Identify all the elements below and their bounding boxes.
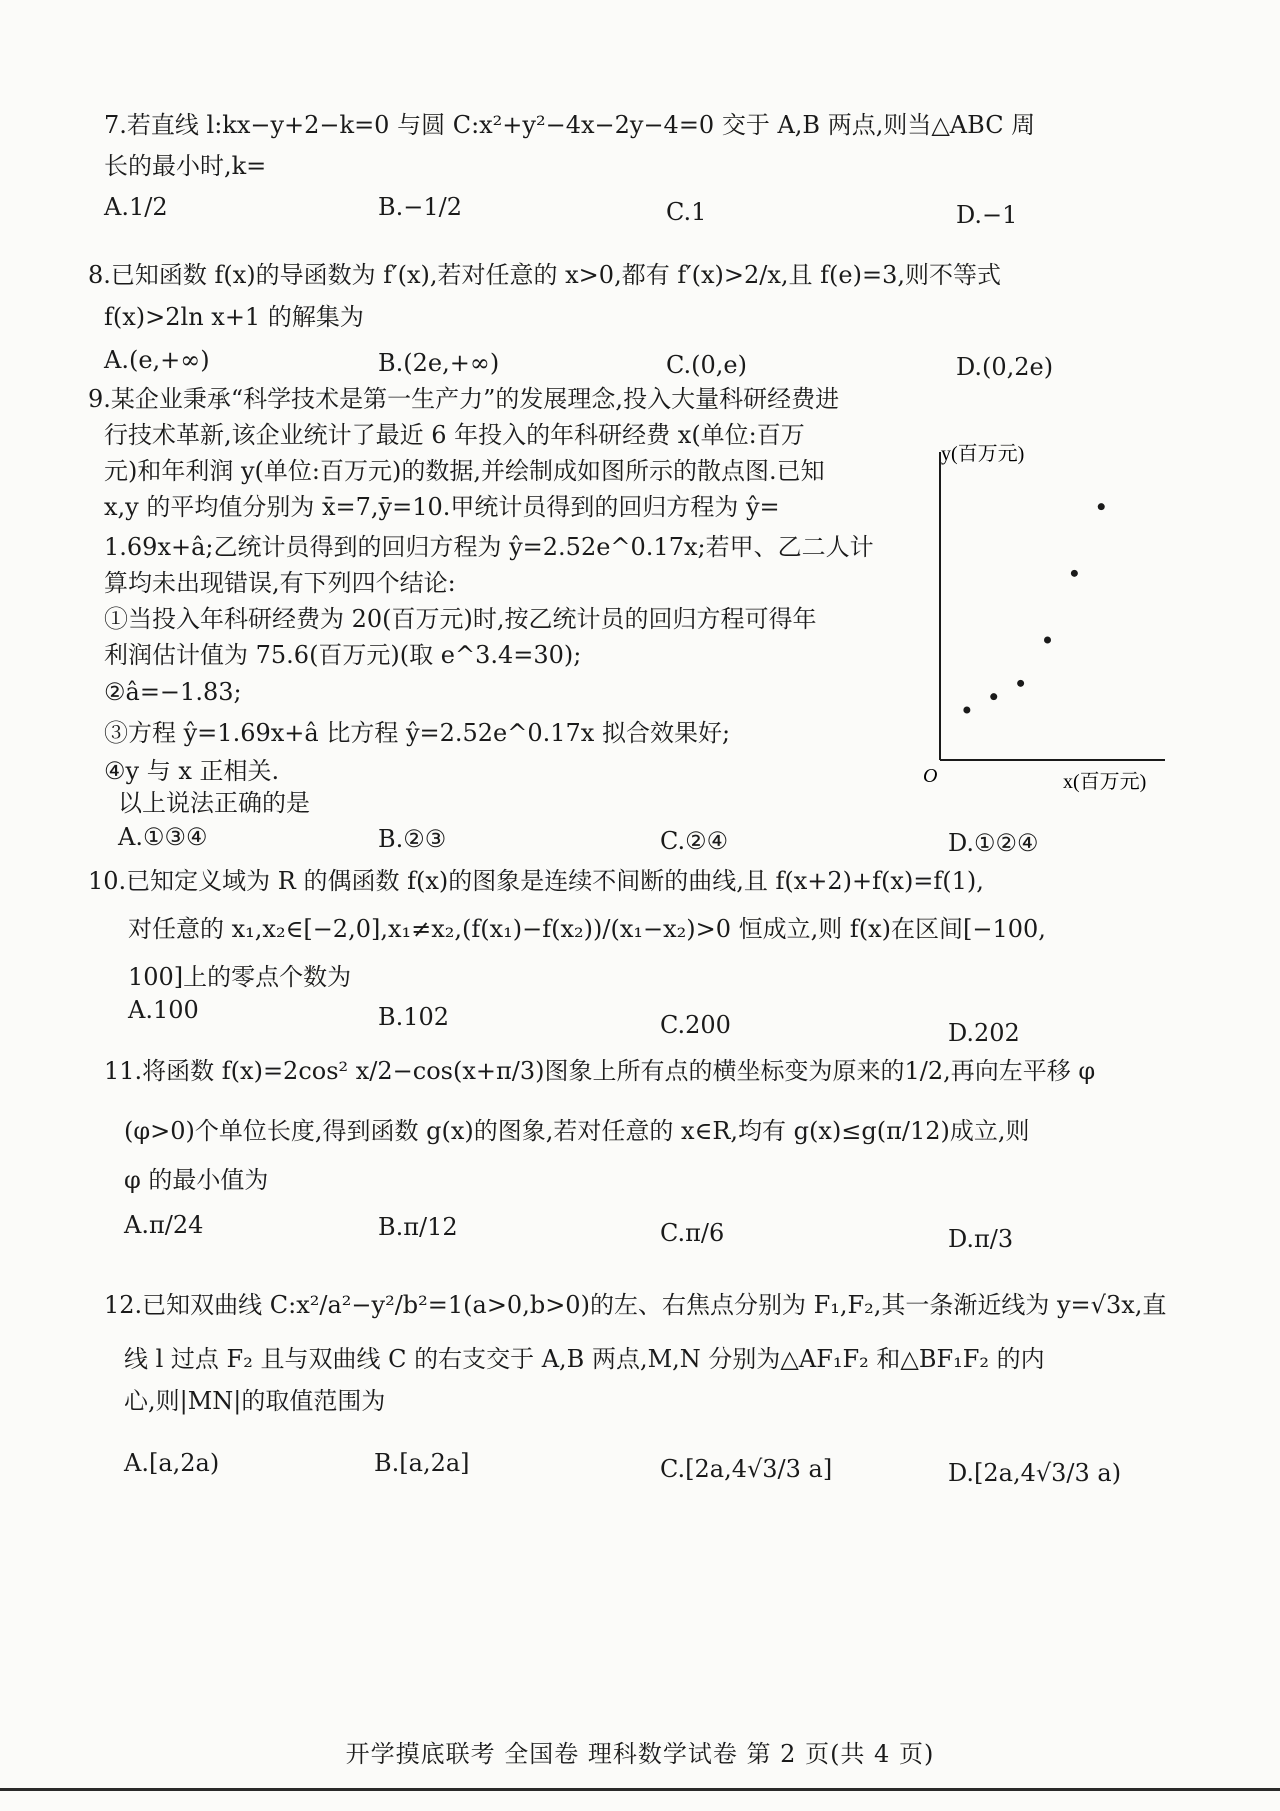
q9-line-7: ①当投入年科研经费为 20(百万元)时,按乙统计员的回归方程可得年 (104, 605, 817, 633)
scatter-point-6 (1098, 503, 1105, 510)
scatter-point-2 (990, 693, 997, 700)
page-footer: 开学摸底联考 全国卷 理科数学试卷 第 2 页(共 4 页) (345, 1740, 935, 1768)
q9-line-8: 利润估计值为 75.6(百万元)(取 e^3.4=30); (104, 641, 582, 669)
q12-option-a: A.[a,2a) (124, 1449, 220, 1477)
q8-line-2: f(x)>2ln x+1 的解集为 (104, 303, 364, 331)
q7-option-b: B.−1/2 (378, 193, 462, 221)
q9-line-2: 行技术革新,该企业统计了最近 6 年投入的年科研经费 x(单位:百万 (104, 421, 805, 449)
q7-option-a: A.1/2 (104, 193, 168, 221)
q11-option-d: D.π/3 (948, 1225, 1014, 1253)
q12-line-3: 心,则|MN|的取值范围为 (124, 1387, 386, 1415)
x-axis-label: x(百万元) (1063, 771, 1147, 793)
q8-line-1: 8.已知函数 f(x)的导函数为 f′(x),若对任意的 x>0,都有 f′(x)>2/x,且 f(e)=3,则不等式 (88, 261, 1001, 289)
q9-option-a: A.①③④ (118, 823, 208, 851)
q8-option-a: A.(e,+∞) (104, 346, 210, 374)
q11-option-c: C.π/6 (660, 1219, 725, 1247)
q9-line-11: ④y 与 x 正相关. (104, 757, 280, 785)
q11-line-1: 11.将函数 f(x)=2cos² x/2−cos(x+π/3)图象上所有点的横坐标变为原来的1/2,再向左平移 φ (104, 1057, 1096, 1085)
scatter-point-4 (1044, 637, 1051, 644)
q7-option-d: D.−1 (956, 201, 1018, 229)
scatter-point-5 (1071, 570, 1078, 577)
q10-option-c: C.200 (660, 1011, 731, 1039)
q9-line-12: 以上说法正确的是 (118, 789, 310, 817)
q12-line-2: 线 l 过点 F₂ 且与双曲线 C 的右支交于 A,B 两点,M,N 分别为△AF₁F₂ 和△BF₁F₂ 的内 (124, 1345, 1045, 1373)
q12-option-c: C.[2a,4√3/3 a] (660, 1455, 833, 1483)
q10-option-b: B.102 (378, 1003, 450, 1031)
q10-option-a: A.100 (128, 996, 199, 1024)
q9-option-d: D.①②④ (948, 829, 1039, 857)
q9-line-9: ②â=−1.83; (104, 678, 242, 706)
q11-option-a: A.π/24 (124, 1211, 204, 1239)
q9-line-4: x,y 的平均值分别为 x̄=7,ȳ=10.甲统计员得到的回归方程为 ŷ= (104, 493, 780, 521)
q9-line-1: 9.某企业秉承“科学技术是第一生产力”的发展理念,投入大量科研经费进 (88, 385, 840, 413)
scatter-point-1 (963, 707, 970, 714)
origin-label: O (923, 765, 938, 787)
q9-line-3: 元)和年利润 y(单位:百万元)的数据,并绘制成如图所示的散点图.已知 (104, 457, 825, 485)
q12-line-1: 12.已知双曲线 C:x²/a²−y²/b²=1(a>0,b>0)的左、右焦点分别为 F₁,F₂,其一条渐近线为 y=√3x,直 (104, 1291, 1167, 1319)
q7-option-c: C.1 (666, 198, 707, 226)
q8-option-c: C.(0,e) (666, 351, 747, 379)
q10-option-d: D.202 (948, 1019, 1020, 1047)
q9-line-10: ③方程 ŷ=1.69x+â 比方程 ŷ=2.52e^0.17x 拟合效果好; (104, 719, 731, 747)
y-axis-label: y(百万元) (941, 443, 1025, 465)
data-points (963, 503, 1104, 713)
bottom-rule (0, 1788, 1280, 1791)
q9-option-b: B.②③ (378, 825, 447, 853)
q7-line-2: 长的最小时,k= (104, 152, 267, 180)
scatter-point-3 (1017, 680, 1024, 687)
q10-line-3: 100]上的零点个数为 (128, 963, 352, 991)
q11-line-2: (φ>0)个单位长度,得到函数 g(x)的图象,若对任意的 x∈R,均有 g(x)≤g(π/12)成立,则 (124, 1117, 1030, 1145)
q9-option-c: C.②④ (660, 827, 729, 855)
q12-option-d: D.[2a,4√3/3 a) (948, 1459, 1122, 1487)
q8-option-d: D.(0,2e) (956, 353, 1054, 381)
q11-line-3: φ 的最小值为 (124, 1166, 269, 1194)
q12-option-b: B.[a,2a] (374, 1449, 470, 1477)
q7-line-1: 7.若直线 l:kx−y+2−k=0 与圆 C:x²+y²−4x−2y−4=0 交于 A,B 两点,则当△ABC 周 (104, 111, 1036, 139)
q9-line-5: 1.69x+â;乙统计员得到的回归方程为 ŷ=2.52e^0.17x;若甲、乙二人计 (104, 533, 874, 561)
scatter-plot (925, 440, 1265, 810)
q10-line-1: 10.已知定义域为 R 的偶函数 f(x)的图象是连续不间断的曲线,且 f(x+2)+f(x)=f(1), (88, 867, 984, 895)
q10-line-2: 对任意的 x₁,x₂∈[−2,0],x₁≠x₂,(f(x₁)−f(x₂))/(x₁−x₂)>0 恒成立,则 f(x)在区间[−100, (128, 915, 1046, 943)
q8-option-b: B.(2e,+∞) (378, 349, 500, 377)
q9-line-6: 算均未出现错误,有下列四个结论: (104, 569, 456, 597)
q11-option-b: B.π/12 (378, 1213, 458, 1241)
